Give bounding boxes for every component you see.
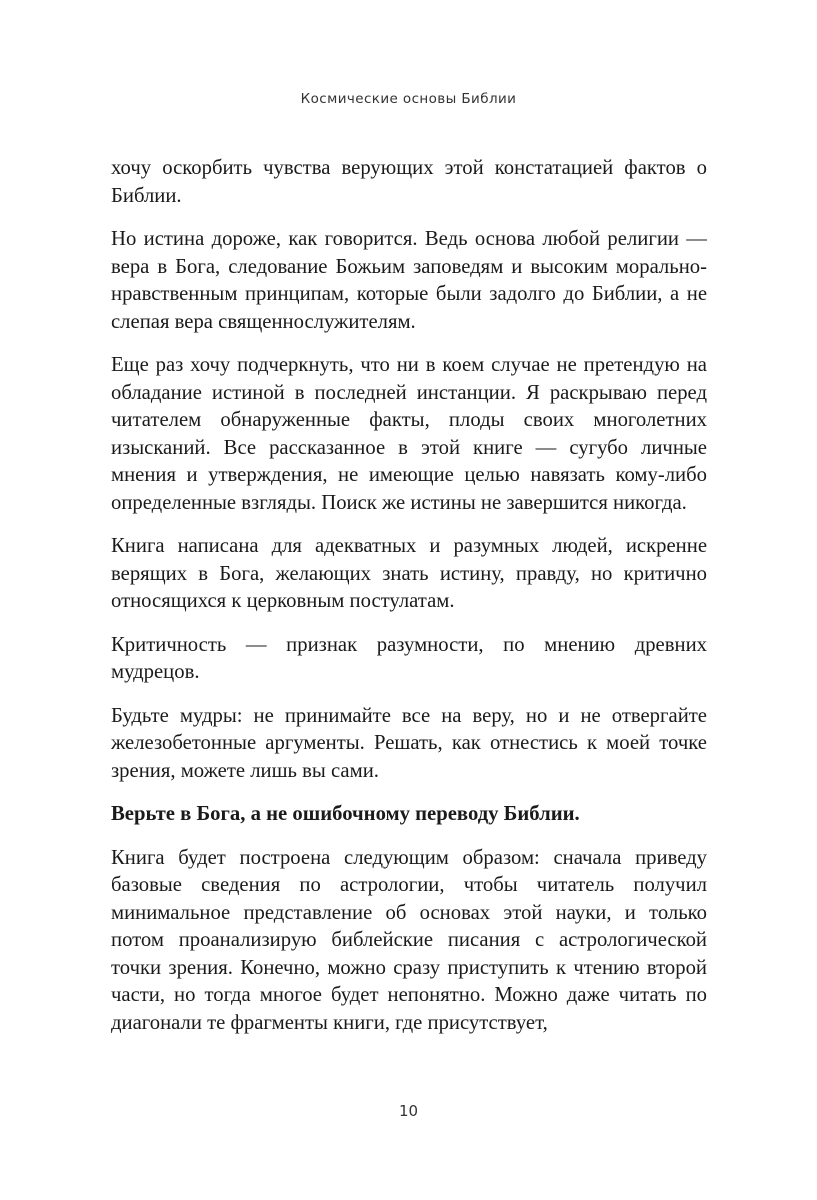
paragraph: Еще раз хочу подчеркнуть, что ни в коем случае не претендую на обладание истиной в последней инстанции. Я раскрываю перед читателем обнаруженные факты, плоды своих многолетних изысканий. Все рассказанное в этой книге — сугубо личные мнения и утверждения, не имеющие целью навязать кому-либо определенные взгляды. Поиск же истины не завершится никогда. (111, 354, 707, 514)
paragraph: Но истина дороже, как говорится. Ведь основа любой религии — вера в Бога, следование Божьим заповедям и высоким морально-нравственным принципам, которые были задолго до Библии, а не слепая вера священнослужителям. (111, 228, 707, 333)
paragraph: хочу оскорбить чувства верующих этой констатацией фактов о Библии. (111, 157, 707, 207)
paragraph: Критичность — признак разумности, по мнению древних мудрецов. (111, 633, 707, 683)
bold-statement: Верьте в Бога, а не ошибочному переводу Библии. (111, 803, 580, 825)
paragraph: Книга написана для адекватных и разумных людей, искренне верящих в Бога, желающих знать истину, правду, но критично относящихся к церковным постулатам. (111, 535, 707, 612)
body-text (111, 155, 707, 1053)
running-head: Космические основы Библии (300, 91, 517, 107)
paragraph: Книга будет построена следующим образом: сначала приведу базовые сведения по астрологии, чтобы читатель получил минимальное представление об основах этой науки, и только потом проанализирую библейские писания с астрологической точки зрения. Конечно, можно сразу приступить к чтению второй части, но тогда многое будет непонятно. Можно даже читать по диагонали те фрагменты книги, где присутствует, (111, 846, 707, 1034)
page-number: 10 (398, 1102, 419, 1120)
paragraph: Будьте мудры: не принимайте все на веру, но и не отвергайте железобетонные аргументы. Решать, как отнестись к моей точке зрения, можете лишь вы сами. (111, 704, 707, 782)
